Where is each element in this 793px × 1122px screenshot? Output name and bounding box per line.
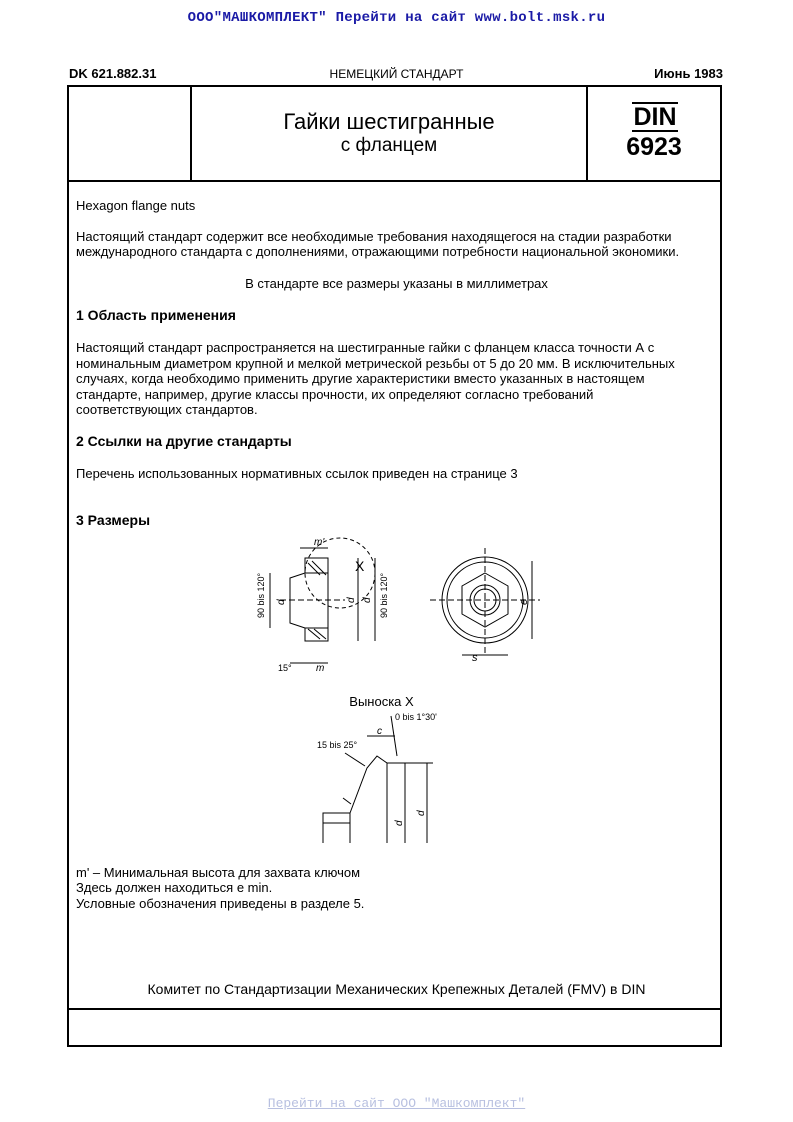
udk-code: DK 621.882.31 (69, 66, 157, 81)
english-title: Hexagon flange nuts (76, 198, 196, 213)
label-detail-dw: d (394, 820, 405, 826)
section-3-title: 3 Размеры (76, 512, 151, 528)
label-detail-c: c (377, 726, 382, 737)
title-line-1: Гайки шестигранные (283, 109, 495, 134)
publication-date: Июнь 1983 (654, 66, 723, 81)
label-e: e (518, 598, 530, 605)
label-s: s (472, 652, 478, 664)
label-d: d (346, 597, 357, 603)
intro-line-1: Настоящий стандарт содержит все необходимые требования находящегося на стадии разработки (76, 229, 672, 244)
top-site-link[interactable]: ООО"МАШКОМПЛЕКТ" Перейти на сайт www.bolt.msk.ru (187, 10, 606, 26)
header-title-cell (192, 87, 588, 180)
section-1-line: номинальным диаметром крупной и мелкой метрической резьбы от 5 до 20 мм. В исключительных (76, 356, 675, 371)
label-detail-angle2: 15 bis 25° (317, 740, 358, 750)
footer-separator (69, 1008, 720, 1010)
section-1-title: 1 Область применения (76, 307, 236, 323)
din-logo: DIN (633, 103, 677, 131)
label-angle-left: 90 bis 120° (256, 572, 266, 618)
nut-drawing (250, 533, 550, 678)
din-cell (588, 87, 720, 180)
section-1-line: Настоящий стандарт распространяется на шестигранные гайки с фланцем класса точности А с (76, 340, 655, 355)
label-dw: d (362, 597, 373, 603)
section-2-title: 2 Ссылки на другие стандарты (76, 433, 292, 449)
intro-line-2: международного стандарта с дополнениями, отражающими потребности национальной экономики. (76, 244, 680, 259)
label-angle-bottom: 15° (278, 663, 292, 673)
committee-line: Комитет по Стандартизации Механических Крепежных Деталей (FMV) в DIN (147, 981, 646, 997)
din-number: 6923 (626, 133, 682, 161)
section-2-text: Перечень использованных нормативных ссылок приведен на странице 3 (76, 466, 518, 481)
label-x: X (355, 558, 365, 574)
note-line: Здесь должен находиться e min. (76, 880, 273, 895)
label-detail-dc: d (416, 810, 427, 816)
section-1-line: стандарте, например, другие классы прочности, их определяют согласно требований (76, 387, 594, 402)
section-1-line: случаях, когда необходимо применить другие характеристики вместо указанных в настоящем (76, 371, 645, 386)
label-ds: d (276, 599, 287, 605)
bottom-site-link[interactable]: Перейти на сайт ООО "Машкомплект" (267, 1096, 526, 1111)
standard-type: НЕМЕЦКИЙ СТАНДАРТ (329, 67, 464, 81)
callout-label: Выноска X (349, 694, 414, 709)
section-1-line: соответствующих стандартов. (76, 402, 258, 417)
label-angle-right: 90 bis 120° (379, 572, 389, 618)
note-line: Условные обозначения приведены в разделе 5. (76, 896, 365, 911)
label-m: m (316, 663, 325, 674)
header-empty-cell (69, 87, 192, 180)
title-line-2: с фланцем (340, 135, 438, 156)
header-box (69, 87, 720, 182)
units-note: В стандарте все размеры указаны в миллиметрах (245, 276, 548, 291)
label-m-prime: m' (314, 537, 325, 548)
label-detail-angle1: 0 bis 1°30' (395, 712, 437, 722)
detail-x-drawing (315, 708, 460, 848)
note-line: m' – Минимальная высота для захвата ключом (76, 865, 361, 880)
